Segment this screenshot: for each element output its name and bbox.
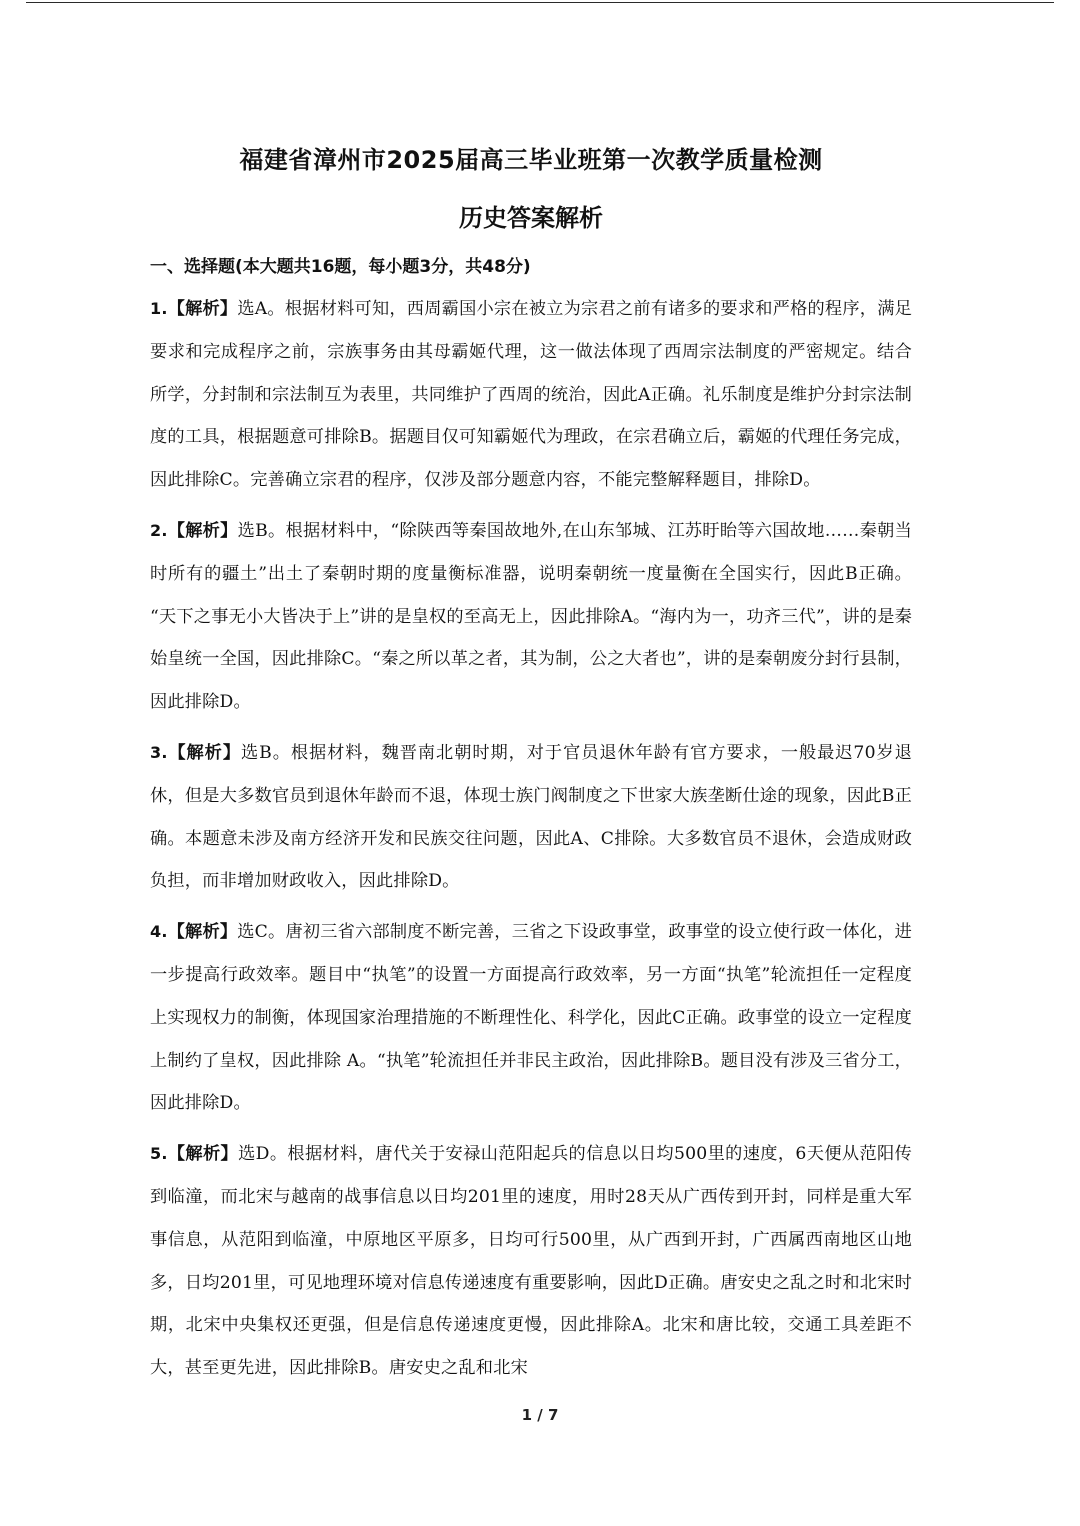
- answer-number: 4.: [150, 922, 168, 942]
- document-page: [150, 140, 912, 1390]
- answer-tag: 【解析】: [167, 299, 238, 319]
- answer-text: 选B。根据材料中，“除陕西等秦国故地外,在山东邹城、江苏盱眙等六国故地……秦朝当时所有的疆土”出土了秦朝时期的度量衡标准器，说明秦朝统一度量衡在全国实行，因此B正确。 “天下之事无小大皆决于上”讲的是皇权的至高无上，因此排除A。“海内为一，功齐三代”，讲的是秦始皇统一全国，因此排除C。“秦之所以革之者，其为制，公之大者也”，讲的是秦朝废分封行县制，因此排除D。: [150, 520, 912, 713]
- answer-2: [150, 510, 912, 724]
- document-subtitle: 历史答案解析: [459, 204, 603, 232]
- answer-number: 2.: [150, 520, 168, 540]
- answer-number: 1.: [150, 299, 168, 318]
- document-title: 福建省漳州市2025届高三毕业班第一次教学质量检测: [239, 146, 823, 174]
- answer-text: 选B。根据材料，魏晋南北朝时期，对于官员退休年龄有官方要求，一般最迟70岁退休，但是大多数官员到退休年龄而不退，体现士族门阀制度之下世家大族垄断仕途的现象，因此B正确。本题意未涉及南方经济开发和民族交往问题，因此A、C排除。大多数官员不退休，会造成财政负担，而非增加财政收入，因此排除D。: [150, 742, 912, 892]
- answer-tag: 【解析】: [167, 520, 238, 541]
- answer-number: 5.: [150, 1144, 168, 1164]
- answer-text: 选A。根据材料可知，西周霸国小宗在被立为宗君之前有诸多的要求和严格的程序，满足要求和完成程序之前，宗族事务由其母霸姬代理，这一做法体现了西周宗法制度的严密规定。结合所学，分封制和宗法制互为表里，共同维护了西周的统治，因此A正确。礼乐制度是维护分封宗法制度的工具，根据题意可排除B。据题目仅可知霸姬代为理政，在宗君确立后，霸姬的代理任务完成，因此排除C。完善确立宗君的程序，仅涉及部分题意内容，不能完整解释题目，排除D。: [150, 299, 912, 491]
- page-number: 1 / 7: [521, 1406, 559, 1424]
- answer-4: [150, 911, 912, 1125]
- answer-1: [150, 288, 912, 502]
- section-heading: 一、选择题(本大题共16题，每小题3分，共48分): [150, 257, 531, 277]
- answer-5: [150, 1133, 912, 1390]
- answer-tag: 【解析】: [167, 1144, 239, 1165]
- answer-number: 3.: [150, 742, 168, 762]
- top-border-line: [26, 2, 1054, 3]
- answer-tag: 【解析】: [167, 922, 238, 943]
- answer-tag: 【解析】: [167, 742, 241, 763]
- answer-3: [150, 732, 912, 903]
- answer-text: 选D。根据材料，唐代关于安禄山范阳起兵的信息以日均500里的速度，6天便从范阳传到临潼，而北宋与越南的战事信息以日均201里的速度，用时28天从广西传到开封，同样是重大军事信息，从范阳到临潼，中原地区平原多，日均可行500里，从广西到开封，广西属西南地区山地多，日均201里，可见地理环境对信息传递速度有重要影响，因此D正确。唐安史之乱之时和北宋时期，北宋中央集权还更强，但是信息传递速度更慢，因此排除A。北宋和唐比较，交通工具差距不大，甚至更先进，因此排除B。唐安史之乱和北宋: [150, 1144, 912, 1379]
- answer-text: 选C。唐初三省六部制度不断完善，三省之下设政事堂，政事堂的设立使行政一体化，进一步提高行政效率。题目中“执笔”的设置一方面提高行政效率，另一方面“执笔”轮流担任一定程度上实现权力的制衡，体现国家治理措施的不断理性化、科学化，因此C正确。政事堂的设立一定程度上制约了皇权，因此排除 A。“执笔”轮流担任并非民主政治，因此排除B。题目没有涉及三省分工，因此排除D。: [150, 922, 912, 1114]
